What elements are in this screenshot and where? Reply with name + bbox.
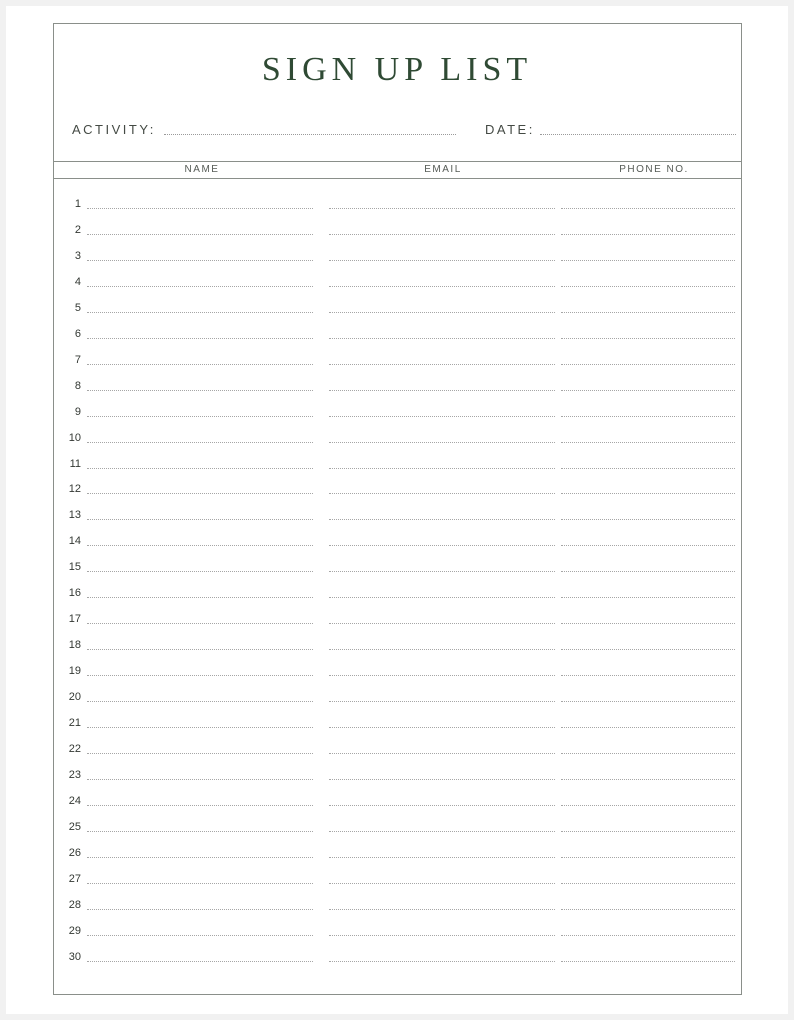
table-row <box>53 352 742 378</box>
email-entry-line[interactable] <box>329 260 555 261</box>
row-number: 8 <box>74 379 81 392</box>
row-number: 20 <box>68 691 81 703</box>
table-row <box>53 559 742 585</box>
phone-entry-line[interactable] <box>561 442 735 443</box>
email-entry-line[interactable] <box>329 623 555 624</box>
name-entry-line[interactable] <box>87 623 313 624</box>
page-title: SIGN UP LIST <box>261 51 533 88</box>
row-number: 18 <box>68 639 81 652</box>
name-entry-line[interactable] <box>87 312 313 313</box>
phone-entry-line[interactable] <box>561 805 735 806</box>
row-number: 17 <box>68 613 81 626</box>
email-entry-line[interactable] <box>329 442 555 443</box>
name-entry-line[interactable] <box>87 416 313 417</box>
row-number: 4 <box>74 275 81 288</box>
phone-entry-line[interactable] <box>561 597 735 598</box>
phone-entry-line[interactable] <box>561 493 735 494</box>
table-row <box>53 637 742 663</box>
table-row <box>53 533 742 559</box>
row-number: 1 <box>74 198 81 210</box>
email-entry-line[interactable] <box>329 727 555 728</box>
phone-entry-line[interactable] <box>561 468 735 469</box>
header-bottom-divider <box>53 178 742 179</box>
phone-entry-line[interactable] <box>561 416 735 417</box>
row-number: 19 <box>68 665 81 678</box>
row-number: 22 <box>68 742 81 755</box>
table-row <box>53 430 742 456</box>
table-row <box>53 507 742 533</box>
column-header-name: NAME <box>184 164 220 175</box>
date-label: DATE: <box>485 122 535 137</box>
column-header-email: EMAIL <box>424 164 462 175</box>
name-entry-line[interactable] <box>87 390 313 391</box>
name-entry-line[interactable] <box>87 545 313 546</box>
phone-entry-line[interactable] <box>561 727 735 728</box>
phone-entry-line[interactable] <box>561 364 735 365</box>
email-entry-line[interactable] <box>329 493 555 494</box>
table-row <box>53 274 742 300</box>
table-row <box>53 897 742 923</box>
phone-entry-line[interactable] <box>561 208 735 209</box>
email-entry-line[interactable] <box>329 468 555 469</box>
email-entry-line[interactable] <box>329 338 555 339</box>
email-entry-line[interactable] <box>329 753 555 754</box>
row-number: 29 <box>68 924 81 937</box>
email-entry-line[interactable] <box>329 312 555 313</box>
email-entry-line[interactable] <box>329 597 555 598</box>
email-entry-line[interactable] <box>329 831 555 832</box>
email-entry-line[interactable] <box>329 571 555 572</box>
name-entry-line[interactable] <box>87 649 313 650</box>
row-number: 10 <box>68 431 81 444</box>
row-number: 28 <box>68 898 81 911</box>
row-number: 14 <box>68 535 81 548</box>
phone-entry-line[interactable] <box>561 675 735 676</box>
email-entry-line[interactable] <box>329 416 555 417</box>
name-entry-line[interactable] <box>87 519 313 520</box>
email-entry-line[interactable] <box>329 519 555 520</box>
email-entry-line[interactable] <box>329 545 555 546</box>
name-entry-line[interactable] <box>87 597 313 598</box>
name-entry-line[interactable] <box>87 909 313 910</box>
name-entry-line[interactable] <box>87 727 313 728</box>
table-row <box>53 611 742 637</box>
phone-entry-line[interactable] <box>561 390 735 391</box>
email-entry-line[interactable] <box>329 805 555 806</box>
phone-entry-line[interactable] <box>561 571 735 572</box>
phone-entry-line[interactable] <box>561 779 735 780</box>
phone-entry-line[interactable] <box>561 935 735 936</box>
phone-entry-line[interactable] <box>561 234 735 235</box>
name-entry-line[interactable] <box>87 260 313 261</box>
name-entry-line[interactable] <box>87 883 313 884</box>
name-entry-line[interactable] <box>87 286 313 287</box>
phone-entry-line[interactable] <box>561 909 735 910</box>
name-entry-line[interactable] <box>87 961 313 962</box>
phone-entry-line[interactable] <box>561 883 735 884</box>
date-field-line[interactable] <box>540 134 736 135</box>
email-entry-line[interactable] <box>329 675 555 676</box>
email-entry-line[interactable] <box>329 883 555 884</box>
email-entry-line[interactable] <box>329 364 555 365</box>
name-entry-line[interactable] <box>87 857 313 858</box>
table-row <box>53 663 742 689</box>
table-row <box>53 481 742 507</box>
phone-entry-line[interactable] <box>561 286 735 287</box>
phone-entry-line[interactable] <box>561 545 735 546</box>
phone-entry-line[interactable] <box>561 519 735 520</box>
table-row <box>53 404 742 430</box>
table-row <box>53 585 742 611</box>
table-row <box>53 326 742 352</box>
name-entry-line[interactable] <box>87 571 313 572</box>
row-number: 9 <box>74 405 81 418</box>
email-entry-line[interactable] <box>329 935 555 936</box>
phone-entry-line[interactable] <box>561 857 735 858</box>
phone-entry-line[interactable] <box>561 649 735 650</box>
name-entry-line[interactable] <box>87 234 313 235</box>
name-entry-line[interactable] <box>87 493 313 494</box>
phone-entry-line[interactable] <box>561 831 735 832</box>
email-entry-line[interactable] <box>329 208 555 209</box>
row-number: 12 <box>68 483 81 496</box>
table-row <box>53 196 742 222</box>
email-entry-line[interactable] <box>329 286 555 287</box>
row-number: 21 <box>68 717 81 729</box>
table-row <box>53 793 742 819</box>
email-entry-line[interactable] <box>329 234 555 235</box>
name-entry-line[interactable] <box>87 779 313 780</box>
row-number: 6 <box>74 327 81 340</box>
row-number: 15 <box>68 561 81 574</box>
row-number: 24 <box>68 794 81 807</box>
email-entry-line[interactable] <box>329 961 555 962</box>
name-entry-line[interactable] <box>87 364 313 365</box>
email-entry-line[interactable] <box>329 857 555 858</box>
row-number: 3 <box>74 249 81 262</box>
phone-entry-line[interactable] <box>561 623 735 624</box>
table-row <box>53 871 742 897</box>
header-top-divider <box>53 161 742 162</box>
email-entry-line[interactable] <box>329 909 555 910</box>
email-entry-line[interactable] <box>329 649 555 650</box>
phone-entry-line[interactable] <box>561 338 735 339</box>
table-row <box>53 715 742 741</box>
phone-entry-line[interactable] <box>561 312 735 313</box>
email-entry-line[interactable] <box>329 390 555 391</box>
name-entry-line[interactable] <box>87 338 313 339</box>
row-number: 16 <box>68 587 81 600</box>
table-row <box>53 456 742 482</box>
table-row <box>53 300 742 326</box>
name-entry-line[interactable] <box>87 701 313 702</box>
phone-entry-line[interactable] <box>561 701 735 702</box>
table-row <box>53 949 742 975</box>
name-entry-line[interactable] <box>87 442 313 443</box>
row-number: 27 <box>68 872 81 885</box>
row-number: 30 <box>68 950 81 963</box>
name-entry-line[interactable] <box>87 753 313 754</box>
name-entry-line[interactable] <box>87 831 313 832</box>
row-number: 23 <box>68 768 81 781</box>
phone-entry-line[interactable] <box>561 961 735 962</box>
row-number: 5 <box>74 301 81 314</box>
table-row <box>53 689 742 715</box>
row-number: 13 <box>68 509 81 522</box>
table-row <box>53 923 742 949</box>
activity-field-line[interactable] <box>164 134 456 135</box>
row-number: 11 <box>69 457 81 470</box>
name-entry-line[interactable] <box>87 675 313 676</box>
email-entry-line[interactable] <box>329 779 555 780</box>
row-number: 2 <box>74 223 81 236</box>
phone-entry-line[interactable] <box>561 753 735 754</box>
row-number: 25 <box>68 820 81 833</box>
name-entry-line[interactable] <box>87 468 313 469</box>
table-row <box>53 845 742 871</box>
column-header-phone: PHONE NO. <box>619 164 689 175</box>
row-number: 26 <box>68 846 81 859</box>
table-row <box>53 248 742 274</box>
activity-label: ACTIVITY: <box>72 122 156 137</box>
table-row <box>53 767 742 793</box>
table-row <box>53 222 742 248</box>
table-row <box>53 819 742 845</box>
row-number: 7 <box>74 353 81 366</box>
name-entry-line[interactable] <box>87 805 313 806</box>
phone-entry-line[interactable] <box>561 260 735 261</box>
table-row <box>53 378 742 404</box>
name-entry-line[interactable] <box>87 935 313 936</box>
table-row <box>53 741 742 767</box>
email-entry-line[interactable] <box>329 701 555 702</box>
name-entry-line[interactable] <box>87 208 313 209</box>
